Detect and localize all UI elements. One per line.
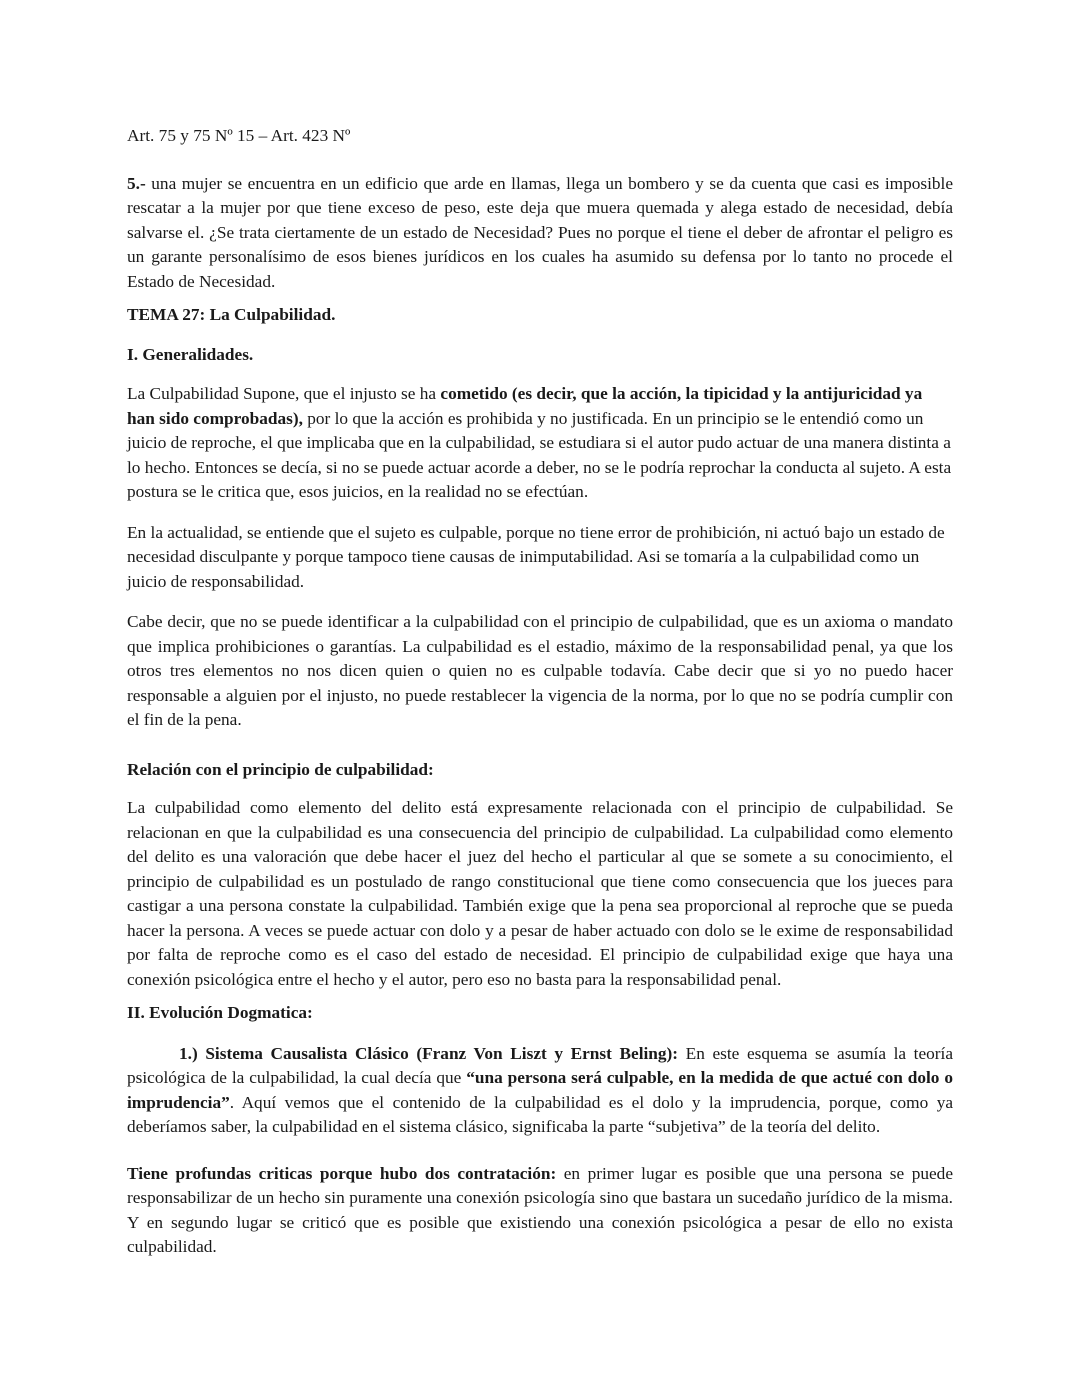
generalidades-paragraph	[127, 382, 953, 505]
actualidad-paragraph: En la actualidad, se entiende que el sujeto es culpable, porque no tiene error de prohibición, ni actuó bajo un estado de necesidad disculpante y porque tampoco tiene causas de inimputabilidad. Asi se tomaría a la culpabilidad como un juicio de responsabilidad.	[127, 522, 945, 591]
section-title-generalidades: I. Generalidades.	[127, 344, 254, 364]
generalidades-text-1: La Culpabilidad Supone, que el injusto se ha	[127, 384, 441, 403]
generalidades-bold: cometido (es decir, que la acción, la tipicidad y la antijuricidad ya han sido comprobadas),	[127, 384, 923, 428]
case-5-paragraph	[127, 172, 953, 295]
case-number: 5.-	[127, 173, 146, 193]
criticas-paragraph	[127, 1162, 953, 1260]
sistema-quote: “una persona será culpable, en la medida de que actué con dolo o imprudencia”	[127, 1068, 953, 1112]
case-text: una mujer se encuentra en un edificio que arde en llamas, llega un bombero y se da cuenta que casi es imposible rescatar a la mujer por que tiene exceso de peso, este deja que muera quemada y alega estado de necesidad, debía salvarse el. ¿Se trata ciertamente de un estado de Necesidad? Pues no porque el tiene el deber de afrontar el peligro es un garante personalísimo de esos bienes jurídicos en los cuales ha asumido su defensa por lo tanto no procede el Estado de Necesidad.	[127, 173, 953, 291]
sistema-causalista-paragraph	[127, 1042, 953, 1140]
sistema-text-1: En este esquema se asumía la teoría psicológica de la culpabilidad, la cual decía que	[127, 1043, 954, 1087]
criticas-text: en primer lugar es posible que una persona se puede responsabilizar de un hecho sin puramente una conexión psicología sino que bastara un sucedaño jurídico de la misma. Y en segundo lugar se criticó que es posible que existiendo una conexión psicológica a pesar de ello no exista culpabilidad.	[127, 1163, 953, 1256]
sistema-heading: 1.) Sistema Causalista Clásico (Franz Von Liszt y Ernst Beling):	[179, 1043, 679, 1063]
generalidades-text-2: por lo que la acción es prohibida y no justificada. En un principio se le entendió como un juicio de reproche, el que implicaba que en la culpabilidad, se estudiara si el autor pudo actuar de una manera distinta a lo hecho. Entonces se decía, si no se puede actuar acorde a deber, no se le podría reprochar la conducta al sujeto. A esta postura se le critica que, esos juicios, en la realidad no se efectúan.	[127, 408, 952, 501]
section-title-evolucion: II. Evolución Dogmatica:	[127, 1003, 313, 1022]
cabe-decir-paragraph: Cabe decir, que no se puede identificar a la culpabilidad con el principio de culpabilidad, que es un axioma o mandato que implica prohibiciones o garantías. La culpabilidad es el estadio, máximo de la responsabilidad penal, ya que los otros tres elementos no nos dicen quien o quien no es culpable todavía. Cabe decir que si yo no puedo hacer responsable a alguien por el injusto, no puede restablecer la vigencia de la norma, por lo que no se podría cumplir con el fin de la pena.	[127, 612, 953, 729]
topic-title: TEMA 27: La Culpabilidad.	[127, 305, 336, 324]
article-reference: Art. 75 y 75 Nº 15 – Art. 423 Nº	[127, 126, 351, 145]
relacion-heading: Relación con el principio de culpabilidad:	[127, 759, 434, 779]
criticas-heading: Tiene profundas criticas porque hubo dos contratación:	[127, 1163, 557, 1183]
relacion-paragraph: La culpabilidad como elemento del delito está expresamente relacionada con el principio de culpabilidad. Se relacionan en que la culpabilidad es una consecuencia del principio de culpabilidad. La culpabilidad como elemento del delito es una valoración que debe hacer el juez del hecho el particular al que se somete a su conocimiento, el principio de culpabilidad es un postulado de rango constitucional que tiene como consecuencia que los jueces para castigar a una persona constate la culpabilidad. También exige que la pena sea proporcional al reproche que se pueda hacer la persona. A veces se puede actuar con dolo y a pesar de haber actuado con dolo se le exime de responsabilidad por falta de reproche como es el caso del estado de necesidad. El principio de culpabilidad exige que haya una conexión psicológica entre el hecho y el autor, pero eso no basta para la responsabilidad penal.	[127, 798, 953, 989]
sistema-text-2: . Aquí vemos que el contenido de la culpabilidad es el dolo y la imprudencia, porque, como ya deberíamos saber, la culpabilidad en el sistema clásico, significaba la parte “subjetiva” de la teoría del delito.	[127, 1092, 953, 1136]
